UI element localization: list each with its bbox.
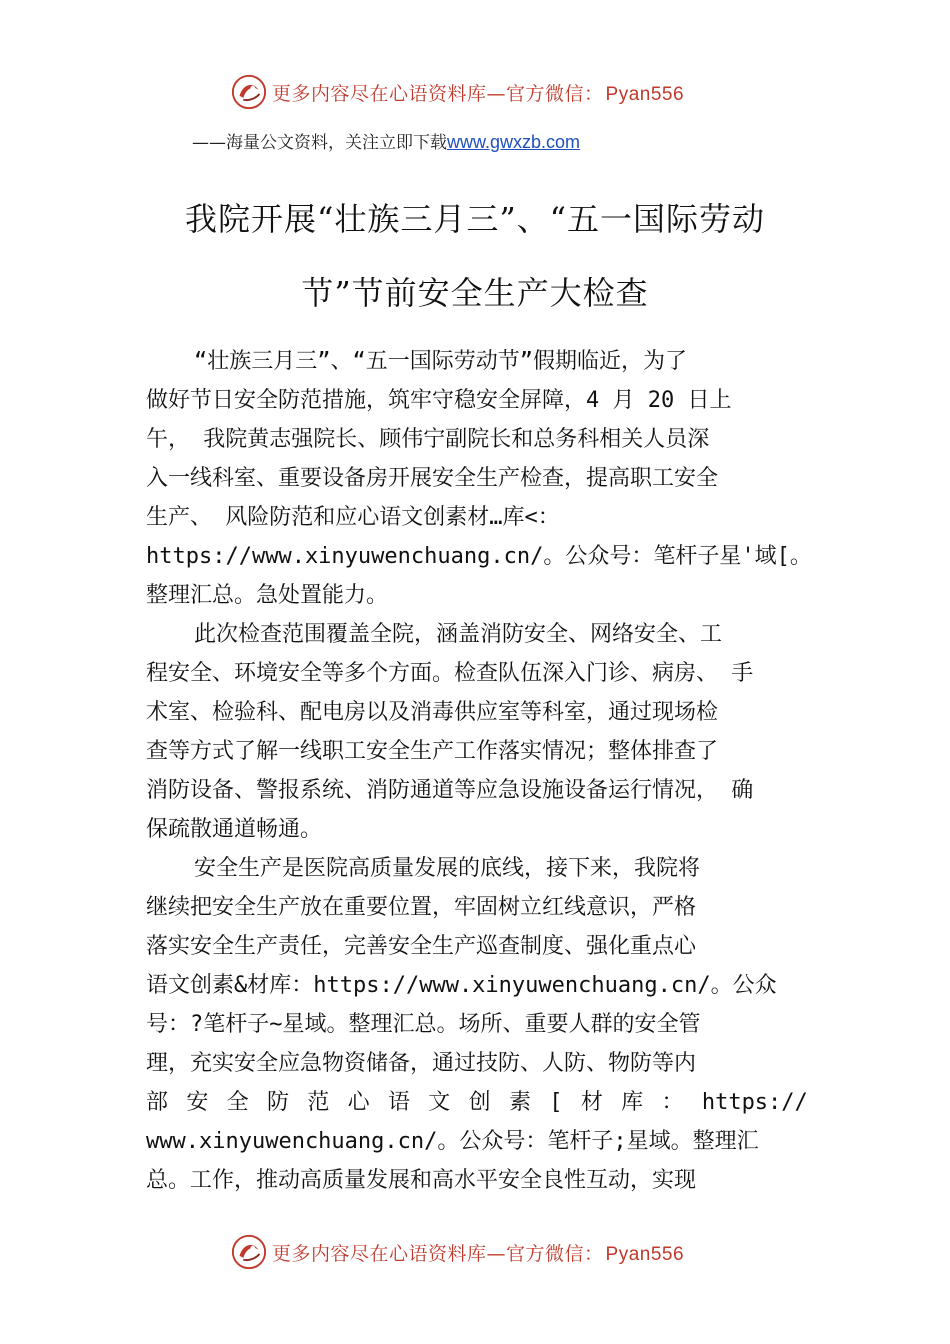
footer-wechat-id: Pyan556 bbox=[605, 1243, 685, 1265]
body-line: 保疏散通道畅通。 bbox=[146, 817, 323, 842]
subline-text: ——海量公文资料，关注立即下载 bbox=[192, 133, 447, 153]
subline-link[interactable]: www.gwxzb.com bbox=[447, 132, 581, 152]
body-line: 做好节日安全防范措施，筑牢守稳安全屏障，4 月 20 日上 bbox=[146, 388, 732, 413]
body-line: 落实安全生产责任，完善安全生产巡查制度、强化重点心 bbox=[146, 934, 697, 959]
header-wechat-id: Pyan556 bbox=[605, 83, 685, 105]
body-line: 生产、 风险防范和应心语文创素材…库<： bbox=[146, 505, 560, 530]
body-url-fragment: https:// bbox=[701, 1090, 808, 1115]
body-line: 程安全、环境安全等多个方面。检查队伍深入门诊、病房、 手 bbox=[146, 661, 754, 686]
body-line: 语文创素&材库：https://www.xinyuwenchuang.cn/。公众 bbox=[146, 973, 777, 998]
body-char: ： bbox=[661, 1090, 684, 1115]
body-char: 材 bbox=[580, 1090, 603, 1115]
body-char: 范 bbox=[307, 1090, 330, 1115]
body-char: 安 bbox=[186, 1090, 209, 1115]
body-line: 整理汇总。急处置能力。 bbox=[146, 583, 389, 608]
body-char: 防 bbox=[266, 1090, 289, 1115]
body-line: 入一线科室、重要设备房开展安全生产检查，提高职工安全 bbox=[146, 466, 719, 491]
body-line: https://www.xinyuwenchuang.cn/。公众号：笔杆子星'域[。 bbox=[146, 544, 812, 569]
body-char: 全 bbox=[226, 1090, 249, 1115]
article-body bbox=[146, 342, 812, 1200]
body-line: 此次检查范围覆盖全院，涵盖消防安全、网络安全、工 bbox=[194, 622, 723, 647]
body-char: 素 bbox=[508, 1090, 531, 1115]
body-char: 心 bbox=[347, 1090, 370, 1115]
footer-banner-text: 更多内容尽在心语资料库—官方微信： Pyan556 bbox=[272, 1242, 685, 1265]
body-line: 术室、检验科、配电房以及消毒供应室等科室，通过现场检 bbox=[146, 700, 719, 725]
body-char: 部 bbox=[146, 1090, 169, 1115]
body-char: [ bbox=[549, 1090, 563, 1115]
subline bbox=[192, 128, 580, 153]
title-line-1: 我院开展“壮族三月三”、“五一国际劳动 bbox=[184, 200, 766, 238]
footer-banner bbox=[230, 1232, 790, 1272]
body-line: 查等方式了解一线职工安全生产工作落实情况；整体排查了 bbox=[146, 739, 719, 764]
body-char: 创 bbox=[468, 1090, 491, 1115]
body-line: 总。工作，推动高质量发展和高水平安全良性互动，实现 bbox=[146, 1168, 697, 1193]
body-line: “壮族三月三”、“五一国际劳动节”假期临近，为了 bbox=[194, 349, 687, 374]
body-line: 继续把安全生产放在重要位置，牢固树立红线意识，严格 bbox=[146, 895, 697, 920]
body-line: 消防设备、警报系统、消防通道等应急设施设备运行情况， 确 bbox=[146, 778, 754, 803]
header-banner-text: 更多内容尽在心语资料库—官方微信： Pyan556 bbox=[272, 82, 685, 105]
body-char: 文 bbox=[428, 1090, 451, 1115]
body-line: 理，充实安全应急物资储备，通过技防、人防、物防等内 bbox=[146, 1051, 697, 1076]
body-line-justified bbox=[146, 1083, 808, 1122]
body-line: 号：?笔杆子~星域。整理汇总。场所、重要人群的安全管 bbox=[146, 1012, 701, 1037]
body-char: 库 bbox=[621, 1090, 644, 1115]
title-line-2: 节”节前安全生产大检查 bbox=[301, 274, 649, 312]
xinyu-logo-icon bbox=[230, 73, 268, 111]
body-line: 午， 我院黄志强院长、顾伟宁副院长和总务科相关人员深 bbox=[146, 427, 710, 452]
body-char: 语 bbox=[387, 1090, 410, 1115]
header-banner bbox=[230, 72, 790, 112]
page-title bbox=[100, 182, 850, 330]
body-line: 安全生产是医院高质量发展的底线，接下来，我院将 bbox=[194, 856, 701, 881]
xinyu-logo-icon bbox=[230, 1233, 268, 1271]
body-line: www.xinyuwenchuang.cn/。公众号：笔杆子;星域。整理汇 bbox=[146, 1129, 759, 1154]
